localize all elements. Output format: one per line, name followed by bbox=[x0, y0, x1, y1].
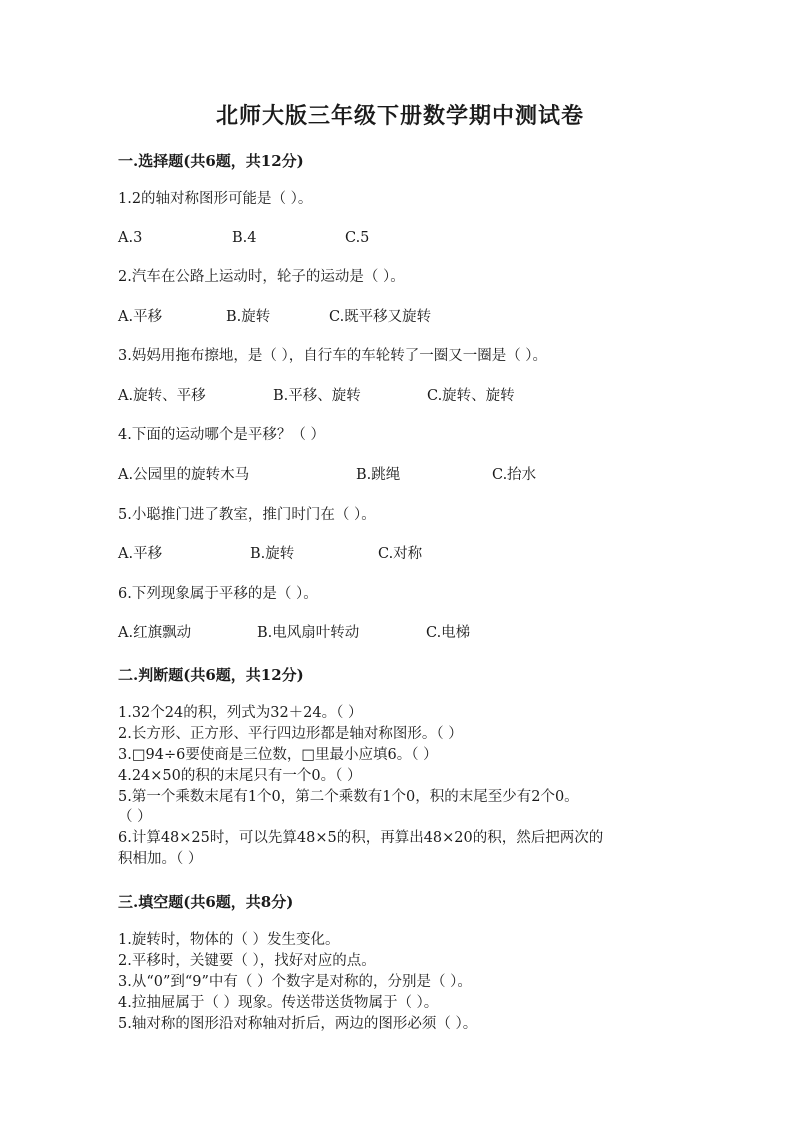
list-item: 2.长方形、正方形、平行四边形都是轴对称图形。（ ） bbox=[118, 726, 463, 742]
option-a: A.3 bbox=[118, 230, 143, 246]
page-title: 北师大版三年级下册数学期中测试卷 bbox=[215, 103, 584, 129]
question-text: 4.下面的运动哪个是平移？（ ） bbox=[118, 427, 325, 443]
question-text: 3.妈妈用拖布擦地，是（ ），自行车的车轮转了一圈又一圈是（ ）。 bbox=[118, 348, 548, 364]
question-text: 6.下列现象属于平移的是（ ）。 bbox=[118, 586, 318, 602]
list-item: 1.32个24的积，列式为32＋24。（ ） bbox=[118, 705, 363, 721]
option-b: B.旋转 bbox=[250, 546, 295, 562]
list-item: 5.轴对称的图形沿对称轴对折后，两边的图形必须（ ）。 bbox=[118, 1016, 478, 1032]
section-heading-choice: 一.选择题(共6题，共12分) bbox=[118, 152, 304, 170]
option-c: C.既平移又旋转 bbox=[329, 309, 432, 325]
option-c: C.抬水 bbox=[492, 467, 537, 483]
list-item: 4.拉抽屉属于（ ）现象。传送带送货物属于（ ）。 bbox=[118, 995, 439, 1011]
list-item: 6.计算48×25时，可以先算48×5的积，再算出48×20的积，然后把两次的 bbox=[118, 830, 604, 846]
option-c: C.5 bbox=[345, 230, 370, 246]
list-item: 3.从“0”到“9”中有（ ）个数字是对称的，分别是（ ）。 bbox=[118, 974, 472, 990]
list-item: 2.平移时，关键要（ ），找好对应的点。 bbox=[118, 953, 376, 969]
option-b: B.跳绳 bbox=[356, 467, 401, 483]
list-item: 5.第一个乘数末尾有1个0，第二个乘数有1个0，积的末尾至少有2个0。 bbox=[118, 789, 579, 805]
list-item-continuation: （ ） bbox=[118, 809, 152, 825]
option-c: C.对称 bbox=[378, 546, 423, 562]
option-a: A.红旗飘动 bbox=[118, 625, 192, 641]
question-text: 2.汽车在公路上运动时，轮子的运动是（ ）。 bbox=[118, 269, 405, 285]
list-item: 1.旋转时，物体的（ ）发生变化。 bbox=[118, 932, 340, 948]
option-a: A.公园里的旋转木马 bbox=[118, 467, 250, 483]
option-b: B.电风扇叶转动 bbox=[257, 625, 360, 641]
option-b: B.平移、旋转 bbox=[273, 388, 361, 404]
option-b: B.4 bbox=[232, 230, 257, 246]
section-heading-judgment: 二.判断题(共6题，共12分) bbox=[118, 666, 304, 684]
question-text: 5.小聪推门进了教室，推门时门在（ ）。 bbox=[118, 507, 376, 523]
question-text: 1.2的轴对称图形可能是（ ）。 bbox=[118, 191, 313, 207]
option-a: A.旋转、平移 bbox=[118, 388, 206, 404]
option-c: C.电梯 bbox=[426, 625, 471, 641]
option-a: A.平移 bbox=[118, 546, 163, 562]
option-b: B.旋转 bbox=[226, 309, 271, 325]
list-item: 3.□94÷6要使商是三位数，□里最小应填6。（ ） bbox=[118, 747, 438, 763]
list-item-continuation: 积相加。（ ） bbox=[118, 851, 203, 867]
option-a: A.平移 bbox=[118, 309, 163, 325]
list-item: 4.24×50的积的末尾只有一个0。（ ） bbox=[118, 768, 362, 784]
section-heading-fill: 三.填空题(共6题，共8分) bbox=[118, 893, 294, 911]
option-c: C.旋转、旋转 bbox=[427, 388, 515, 404]
